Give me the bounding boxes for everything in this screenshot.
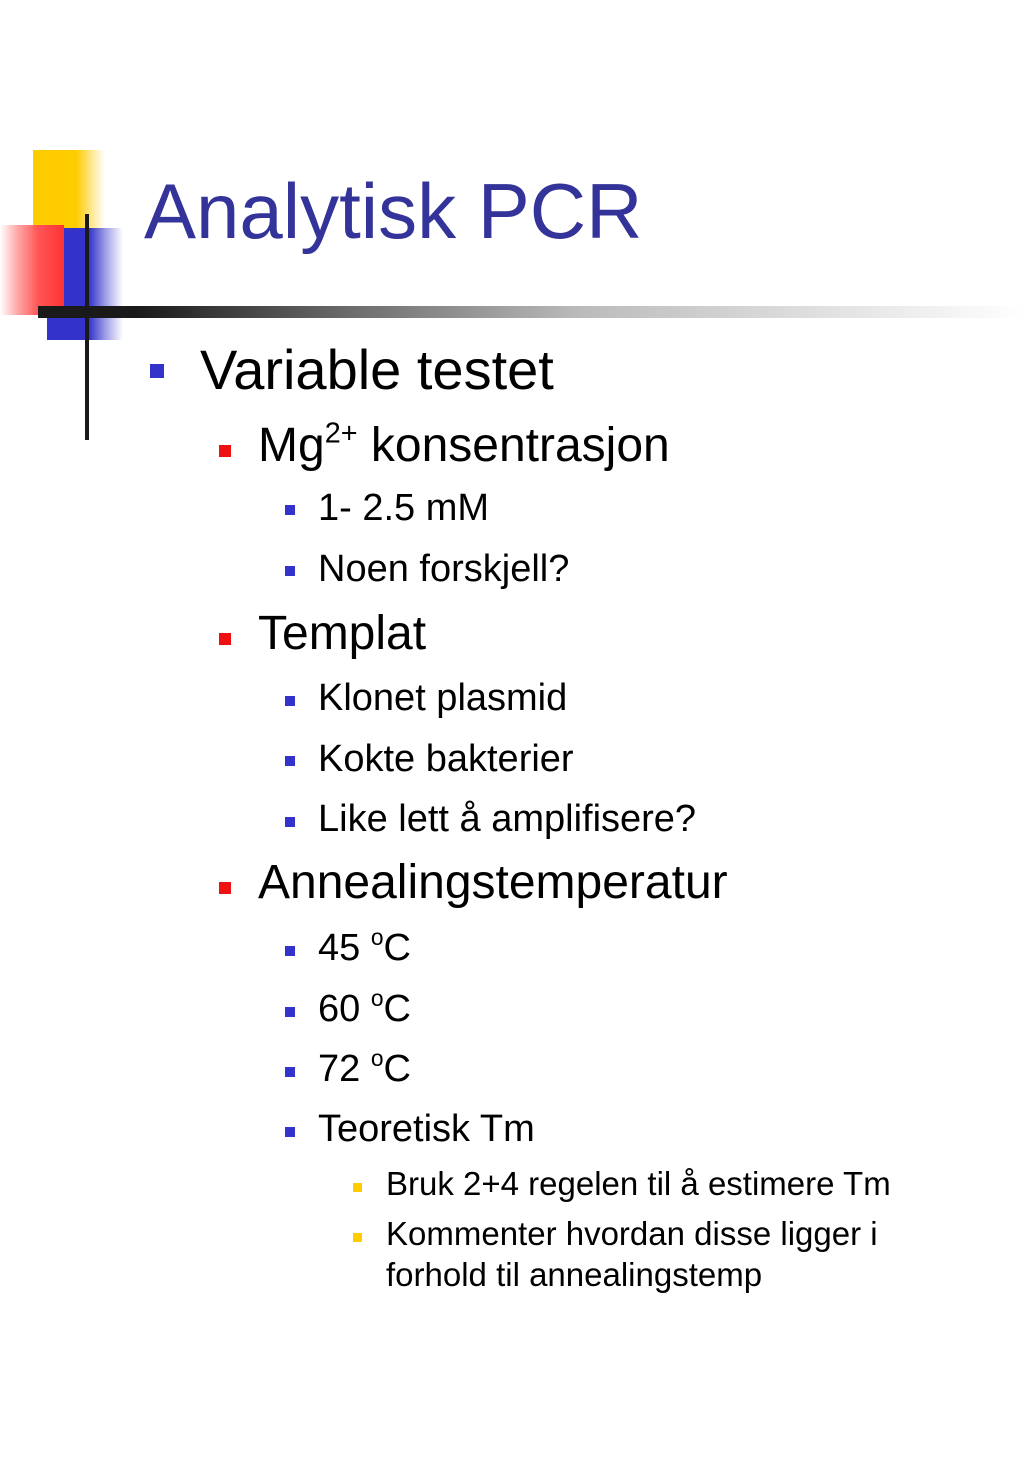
degree-superscript: o [370, 924, 384, 951]
decorative-yellow-block [33, 150, 105, 230]
bullet-kokte-bakterier: Kokte bakterier [318, 738, 574, 780]
temp-60-value: 60 [318, 988, 371, 1030]
bullet-templat: Templat [258, 607, 427, 660]
temp-72-value: 72 [318, 1048, 371, 1090]
title-underline-rule [38, 306, 1024, 318]
level2-bullet-icon [219, 445, 231, 457]
level4-bullet-icon [353, 1233, 362, 1242]
bullet-klonet-plasmid: Klonet plasmid [318, 677, 568, 719]
level3-bullet-icon [285, 756, 295, 766]
bullet-variable-testet: Variable testet [200, 338, 554, 401]
bullet-like-lett: Like lett å amplifisere? [318, 798, 697, 840]
temp-45-value: 45 [318, 927, 371, 969]
slide-title: Analytisk PCR [144, 167, 643, 255]
bullet-teoretisk-tm: Teoretisk Tm [318, 1108, 535, 1150]
bullet-noen-forskjell: Noen forskjell? [318, 548, 570, 590]
bullet-mg-konsentrasjon [258, 417, 670, 472]
celsius-unit: C [383, 988, 411, 1030]
bullet-bruk-regel: Bruk 2+4 regelen til å estimere Tm [386, 1165, 891, 1202]
degree-superscript: o [370, 985, 384, 1012]
level3-bullet-icon [285, 817, 295, 827]
celsius-unit: C [383, 1048, 411, 1090]
mg-charge-superscript: 2+ [324, 417, 358, 450]
level3-bullet-icon [285, 566, 295, 576]
level2-bullet-icon [219, 633, 231, 645]
level3-bullet-icon [285, 1127, 295, 1137]
bullet-mg-range: 1- 2.5 mM [318, 487, 490, 529]
level3-bullet-icon [285, 696, 295, 706]
bullet-kommenter-line2: forhold til annealingstemp [386, 1256, 763, 1293]
bullet-temp-72 [318, 1045, 411, 1090]
celsius-unit: C [383, 927, 411, 969]
bullet-kommenter-line1: Kommenter hvordan disse ligger i [386, 1215, 878, 1252]
level3-bullet-icon [285, 505, 295, 515]
mg-text: Mg [258, 419, 325, 472]
level3-bullet-icon [285, 946, 295, 956]
level3-bullet-icon [285, 1007, 295, 1017]
level1-bullet-icon [150, 364, 164, 378]
decorative-red-block [0, 225, 64, 315]
decorative-vertical-rule [85, 214, 89, 440]
bullet-temp-60 [318, 985, 411, 1030]
bullet-temp-45 [318, 924, 411, 969]
level4-bullet-icon [353, 1183, 362, 1192]
konsentrasjon-text: konsentrasjon [357, 419, 670, 472]
level3-bullet-icon [285, 1067, 295, 1077]
bullet-annealingstemperatur: Annealingstemperatur [258, 856, 728, 909]
level2-bullet-icon [219, 882, 231, 894]
degree-superscript: o [370, 1045, 384, 1072]
